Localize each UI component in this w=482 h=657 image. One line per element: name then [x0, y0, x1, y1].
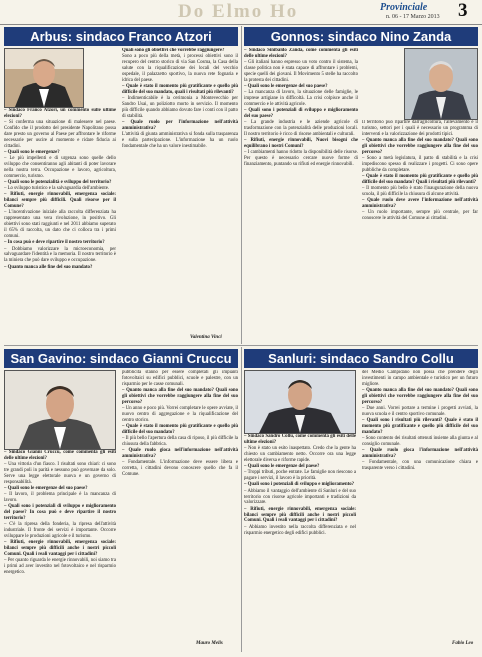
article-san-gavino-col1 [4, 450, 116, 650]
article-title-san-gavino: San Gavino: sindaco Gianni Cruccu [4, 349, 238, 368]
interview-answer: – Indimenticabile è la cerimonia a Montevecchio per Sandro Usai, un poliziotto morto in servizio. Il momento più difficile quando abbiamo dovuto fare i conti con il patto di stabilità. [122, 96, 238, 119]
interview-question: – Quali sono le emergenze del suo paese? [4, 486, 88, 492]
interview-answer: – Due anni. Vorrei portare a termine i progetti avviati, la nuova scuola e il centro sportivo comunale. [362, 406, 478, 417]
interview-answer: Il territorio può ripartire dall'agricoltura, l'allevamento e il turismo, settori per i quali è necessario un programma di interventi e la valorizzazione dei prodotti tipici. [362, 120, 478, 137]
interview-question: – Quanto manca alla fine del suo mandato? Quali sono gli obiettivi che vorrebbe raggiungere alla fine del suo percorso? [362, 138, 478, 155]
interview-answer: – Un ruolo importante, sempre più centrale, per far conoscere le attività del Comune ai cittadini. [362, 210, 478, 222]
article-arbus-signature: Valentina Vinci [190, 335, 222, 340]
interview-answer: – C'è la ripresa della fonderia, la ripresa dell'attività industriale. Il fronte dei servizi è importante. Occorre sviluppare le produzioni agricole e il turismo. [4, 522, 116, 540]
article-arbus-col2 [122, 48, 238, 334]
interview-answer: – Dobbiamo valorizzare la microeconomia, per salvaguardare l'identità e la memoria. Il nostro territorio è la miniera che può dare sviluppo e occupazione. [4, 246, 116, 264]
interview-answer: – Fondamentale, con una comunicazione chiara e trasparente verso i cittadini. [362, 460, 478, 472]
interview-answer: – Troppi tributi, poche entrate. Le famiglie non riescono a pagare i servizi, il lavoro è la priorità. [244, 470, 356, 482]
interview-answer: – Per quanto riguarda le energie rinnovabili, noi siamo tra i primi ad aver investito nel fotovoltaico e nel risparmio energetico. [4, 558, 116, 576]
interview-question: – In cosa può e deve ripartire il nostro territorio? [4, 240, 105, 246]
interview-answer: – I cambiamenti hanno ridotto la disponibilità delle risorse. Per questo è necessario cercare nuove forme di finanziamento, puntando su rifiuti ed energie rinnovabili. [244, 150, 358, 168]
interview-question: – Sindaco Sinibaldo Zanda, come commenta gli esiti delle ultime elezioni? [244, 48, 358, 59]
interview-answer: – Il momento più bello è stato l'inaugurazione della nuova scuola, il più difficile la chiusura di alcune attività. [362, 186, 478, 198]
interview-question: – Quali sono i potenziali di sviluppo e miglioramento del suo paese? [244, 108, 358, 120]
photo-nino-zanda [404, 48, 478, 120]
article-arbus-col2-content [122, 48, 238, 150]
interview-question: – Rifiuti, energie rinnovabili, Nuovi bisogni che equilibrano i nostri Comuni? [244, 138, 358, 150]
interview-answer: – L'incentivazione iniziale alla raccolta differenziata ha rappresentato una vera rivoluzione, in positivo. Gli obiettivi sono stati raggiunti e nel 2011 abbiamo superato il 65% di raccolta, un dato che ci colloca tra i primi comuni. [4, 210, 116, 240]
interview-answer: Sono a poco più della metà, i processi obiettivi sono il recupero del centro storico di via San Cosma, la Casa della salute con la riqualificazione dei locali del vecchio ospedale, il palazzetto sportivo, la nuova rete fognaria e idrica del paese. [122, 54, 238, 83]
interview-question: – Sindaco Sandro Collu, come commenta gli esiti delle ultime elezioni? [244, 434, 356, 445]
interview-question: – Quali sono i potenziali di sviluppo e miglioramento del paese? In cosa può e deve ripartire il nostro territorio? [4, 504, 116, 522]
interview-question: – Quali sono le potenzialità e sviluppo del territorio? [4, 180, 112, 186]
article-arbus-col1-content [4, 108, 116, 270]
interview-question: – Rifiuti, energie rinnovabili, emergenza sociale: bilanci sempre più difficili. Quali risorse per il Comune? [4, 192, 116, 210]
interview-question: – Rifiuti, energie rinnovabili, emergenza sociale: bilanci sempre più difficili anche i nostri piccoli Comuni. Quali i reali vantaggi per i cittadini? [244, 506, 356, 524]
interview-question: – Quali sono le emergenze del paese? [244, 464, 320, 470]
interview-question: – Quali sono i risultati più rilevanti? Quale è stato il momento più gratificante e quello più difficile del suo mandato? [362, 418, 478, 435]
article-san-gavino-col2-content [122, 370, 238, 478]
newspaper-title: Do Elmo Ho [178, 1, 299, 22]
article-sanluri-col1 [244, 434, 356, 650]
interview-answer: – Il più bello l'apertura della casa di riposo, il più difficile la chiusura della fabbrica. [122, 436, 238, 448]
article-san-gavino-col1-content [4, 450, 116, 576]
article-gonnos-col1 [244, 48, 358, 342]
interview-question: – Quale è stato il momento più gratificante e quello più difficile del suo mandato, quali i risultati più rilevanti? [122, 84, 238, 95]
interview-answer: – Abbiamo il vantaggio dell'ambiente di Sanluri e del suo territorio con risorse agricole importanti e tradizioni da valorizzare. [244, 488, 356, 506]
interview-question: – Quale ruolo per l'informazione nell'attività amministrativa? [122, 120, 238, 131]
vertical-divider-bottom [241, 347, 242, 652]
interview-question: – Quanto manca alla fine del suo mandato? Quali sono gli obiettivi che vorrebbe raggiungere alla fine del suo percorso? [122, 388, 238, 405]
interview-question: – Rifiuti, energie rinnovabili, emergenza sociale: bilanci sempre più difficili anche i nostri piccoli Comuni. Quali i reali vantaggi per i cittadini? [4, 540, 116, 558]
article-sanluri-signature: Fabio Leo [452, 641, 474, 646]
article-gonnos-col2 [362, 120, 478, 342]
horizontal-divider [4, 345, 478, 346]
interview-answer: – Non è stato un esito inaspettato. Credo che la gente ha chiesto un cambiamento netto. Occorre ora una legge elettorale diversa e riforme rapide. [244, 446, 356, 463]
newspaper-brand: Provinciale [380, 2, 428, 13]
interview-answer: – Si conferma una situazione di malessere nel paese. Confido che il prodotto del presidente Napolitano possa dare presto un governo al Paese per affrontare le riforme necessarie per uscire al momento e ridare fiducia ai cittadini. [4, 120, 116, 149]
interview-answer: L'attività di giunta amministrativa si fonda sulla trasparenza e sulla partecipazione. L'informazione ha un ruolo fondamentale che ha un valore inestimabile. [122, 132, 238, 149]
interview-question: – Quale ruolo gioca nell'informazione nell'attività amministrativa? [122, 448, 238, 460]
interview-answer: – Fondamentale. L'informazione deve essere libera e corretta, i cittadini devono conoscere quello che fa il Comune. [122, 460, 238, 478]
interview-question: – Quali sono le emergenze del suo paese? [244, 84, 328, 90]
photo-franco-atzori [4, 48, 84, 108]
issue-date: n. 06 - 17 Marzo 2013 [386, 14, 440, 20]
interview-question: – Quale ruolo deve avere l'informazione nell'attività amministrativa? [362, 198, 478, 210]
photo-gianni-cruccu [4, 370, 116, 450]
interview-answer: – La mancanza di lavoro, la situazione delle famiglie, le imprese artigiane in difficoltà. La crisi colpisce anche il commercio e le attività agricole. [244, 90, 358, 108]
interview-question: Quali sono gli obiettivi che vorrebbe raggiungere? [122, 48, 225, 53]
interview-answer: – Un anno e poco più. Vorrei completare le opere avviate, il nuovo centro di aggregazione e la riqualificazione del centro storico. [122, 406, 238, 423]
interview-answer: – Sono contento dei risultati ottenuti insieme alla giunta e al consiglio comunale. [362, 436, 478, 448]
interview-answer: – La grande industria e le aziende agricole di trasformazione con la potenzialità delle produzioni locali. Il nostro territorio è ricco di risorse ambientali e culturali. [244, 120, 358, 138]
interview-answer: – Lo sviluppo turistico e la salvaguardia dell'ambiente. [4, 186, 110, 192]
article-san-gavino-col2 [122, 370, 238, 638]
interview-question: – Quale ruolo gioca l'informazione nell'attività amministrativa? [362, 448, 478, 460]
interview-answer: del Medio Campidano non possa che prendere degli investimenti in campo ambientale e turistico per un futuro migliore. [362, 370, 478, 387]
interview-question: – Quale è stato il momento più gratificante e quello più difficile del suo mandato? [122, 424, 238, 435]
article-gonnos-col2-content [362, 120, 478, 222]
interview-answer: – Il lavoro, il problema principale è la mancanza di lavoro. [4, 492, 116, 504]
article-sanluri-col2-content [362, 370, 478, 472]
interview-question: – Quali sono i potenziali di sviluppo e miglioramento? [244, 482, 355, 488]
interview-answer: – Una vittoria d'un fiasco. I risultati sono chiari: ci sono tre grandi poli in parità e nessuno può governare da solo. Serve una legge elettorale nuova e un governo di responsabilità. [4, 462, 116, 485]
interview-question: – Sindaco Franco Atzori, un commento sulle ultime elezioni? [4, 108, 116, 119]
interview-question: – Quanto manca alle fine del suo mandato? [4, 264, 93, 270]
interview-answer: pubblicità stanno per essere completati gli impianti fotovoltaici su edifici pubblici, scuole e palestre, con un risparmio per le casse comunali. [122, 370, 238, 387]
masthead [0, 0, 482, 25]
interview-question: – Quale è stato il momento più gratificante e quello più difficile del suo mandato? Quali i risultati più rilevanti? [362, 174, 478, 185]
interview-question: – Sindaco Gianni Cruccu, come commenta gli esiti delle ultime elezioni? [4, 450, 116, 461]
article-arbus-col1 [4, 108, 116, 344]
interview-answer: – Le più impellenti e di urgenza sono quelle dello sviluppo che consentiranno agli abitanti di poter lavorare nella nostra terra. Occupazione e lavoro, agricoltura, commercio, turismo. [4, 156, 116, 179]
article-san-gavino-signature: Mauro Melis [196, 641, 223, 646]
interview-question: – Quali sono le emergenze? [4, 149, 60, 155]
article-title-arbus: Arbus: sindaco Franco Atzori [4, 27, 238, 46]
photo-sandro-collu [244, 370, 356, 434]
interview-answer: – Gli italiani hanno espresso un voto contro il sistema, la classe politica non è stata capace di affrontare i problemi, specie quelli dei giovani. Il Movimento 5 stelle ha raccolto la protesta dei cittadini. [244, 60, 358, 83]
interview-answer: – Abbiamo investito nella raccolta differenziata e nel risparmio energetico degli edifici pubblici. [244, 524, 356, 536]
interview-question: – Quanto manca alla fine del suo mandato? Quali sono gli obiettivi che vorrebbe raggiungere alla fine del suo percorso? [362, 388, 478, 405]
page-number: 3 [458, 0, 468, 21]
article-title-sanluri: Sanluri: sindaco Sandro Collu [244, 349, 478, 368]
article-sanluri-col1-content [244, 434, 356, 536]
article-gonnos-col1-content [244, 48, 358, 168]
article-sanluri-col2 [362, 370, 478, 638]
article-title-gonnos: Gonnos: sindaco Nino Zanda [244, 27, 478, 46]
vertical-divider-top [241, 26, 242, 344]
interview-answer: – Sono a metà legislatura, il patto di stabilità e la crisi impediscono spesso di realizzare i progetti. Ci sono opere pubbliche da completare. [362, 156, 478, 173]
